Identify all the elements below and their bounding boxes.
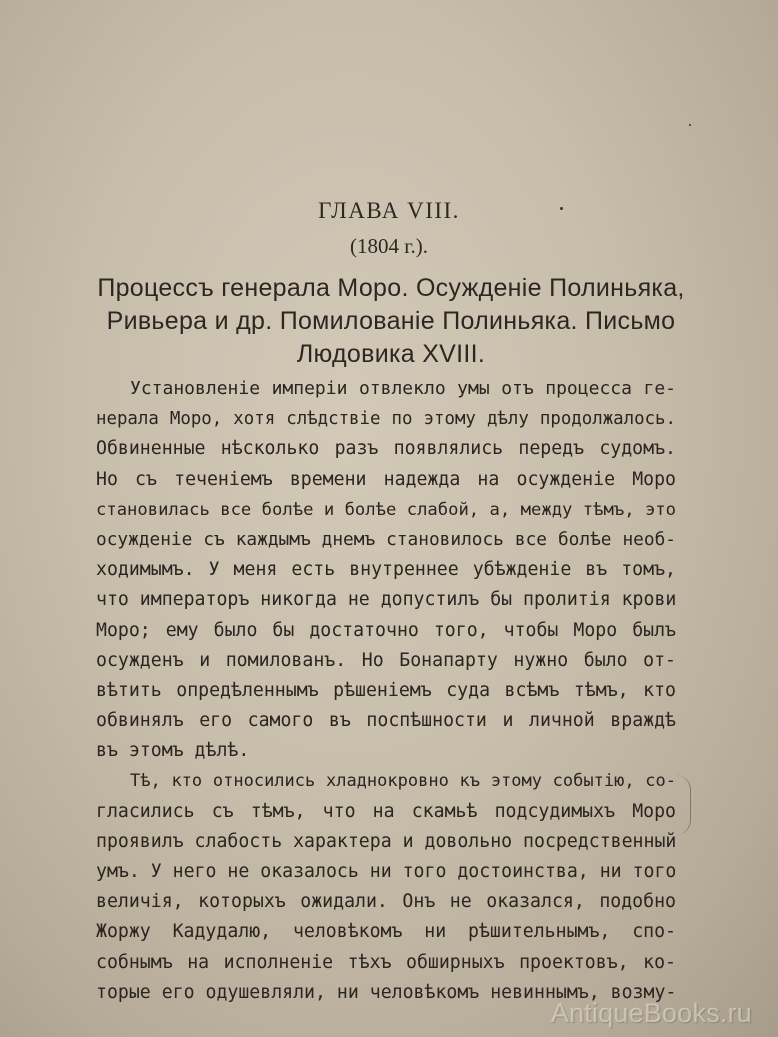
subtitle-line: Людовика XVIII. <box>296 340 486 368</box>
text-line: Но съ теченіемъ времени надежда на осужденіе Моро <box>96 468 676 490</box>
text-line: Тѣ, кто относились хладнокровно къ этому событію, со- <box>130 771 676 792</box>
watermark: AntiqueBooks.ru <box>550 998 752 1028</box>
text-line: становилась все болѣе и болѣе слабой, а, между тѣмъ, это <box>96 499 676 520</box>
text-line: проявилъ слабость характера и довольно посредственный <box>96 830 677 852</box>
text-line: собнымъ на исполненіе тѣхъ обширныхъ проектовъ, ко- <box>96 951 676 973</box>
subtitle-line: Ривьера и др. Помилованіе Полиньяка. Письмо <box>106 307 676 335</box>
text-line: гласились съ тѣмъ, что на скамьѣ подсудимыхъ Моро <box>96 800 676 822</box>
text-line: вѣтить опредѣленнымъ рѣшеніемъ суда всѣмъ тѣмъ, кто <box>96 679 676 701</box>
chapter-year: (1804 г.). <box>350 234 428 258</box>
text-line: торые его одушевляли, ни человѣкомъ невиннымъ, возму- <box>96 981 677 1003</box>
text-line: Жоржу Кадудалю, человѣкомъ ни рѣшительнымъ, спо- <box>96 921 676 943</box>
subtitle-line: Процессъ генерала Моро. Осужденіе Полиньяка, <box>97 274 685 302</box>
ink-speck <box>689 124 691 126</box>
text-line: Установленіе имперіи отвлекло умы отъ процесса ге- <box>130 378 676 399</box>
text-line: обвинялъ его самого въ поспѣшности и личной враждѣ <box>96 710 676 732</box>
ink-speck <box>560 207 563 210</box>
text-line: ходимымъ. У меня есть внутреннее убѣжденіе въ томъ, <box>96 559 676 581</box>
page-margin-mark <box>676 775 691 835</box>
text-line: нерала Моро, хотя слѣдствіе по этому дѣлу продолжалось. <box>96 409 676 430</box>
text-line: въ этомъ дѣлѣ. <box>96 740 250 762</box>
body-text <box>96 374 676 1008</box>
text-line: умъ. У него не оказалось ни того достоинства, ни того <box>96 861 677 882</box>
chapter-subtitle <box>86 272 696 371</box>
text-line: Моро; ему было бы достаточно того, чтобы Моро былъ <box>96 619 676 641</box>
chapter-title: ГЛАВА VIII. <box>318 198 460 223</box>
text-line: Обвиненные нѣсколько разъ появлялись передъ судомъ. <box>96 438 676 460</box>
text-line: величія, которыхъ ожидали. Онъ не оказался, подобно <box>96 891 676 913</box>
text-line: что императоръ никогда не допустилъ бы пролитія крови <box>96 589 677 611</box>
text-line: осужденіе съ каждымъ днемъ становилось все болѣе необ- <box>96 528 676 550</box>
text-line: осужденъ и помилованъ. Но Бонапарту нужно было от- <box>96 649 676 671</box>
